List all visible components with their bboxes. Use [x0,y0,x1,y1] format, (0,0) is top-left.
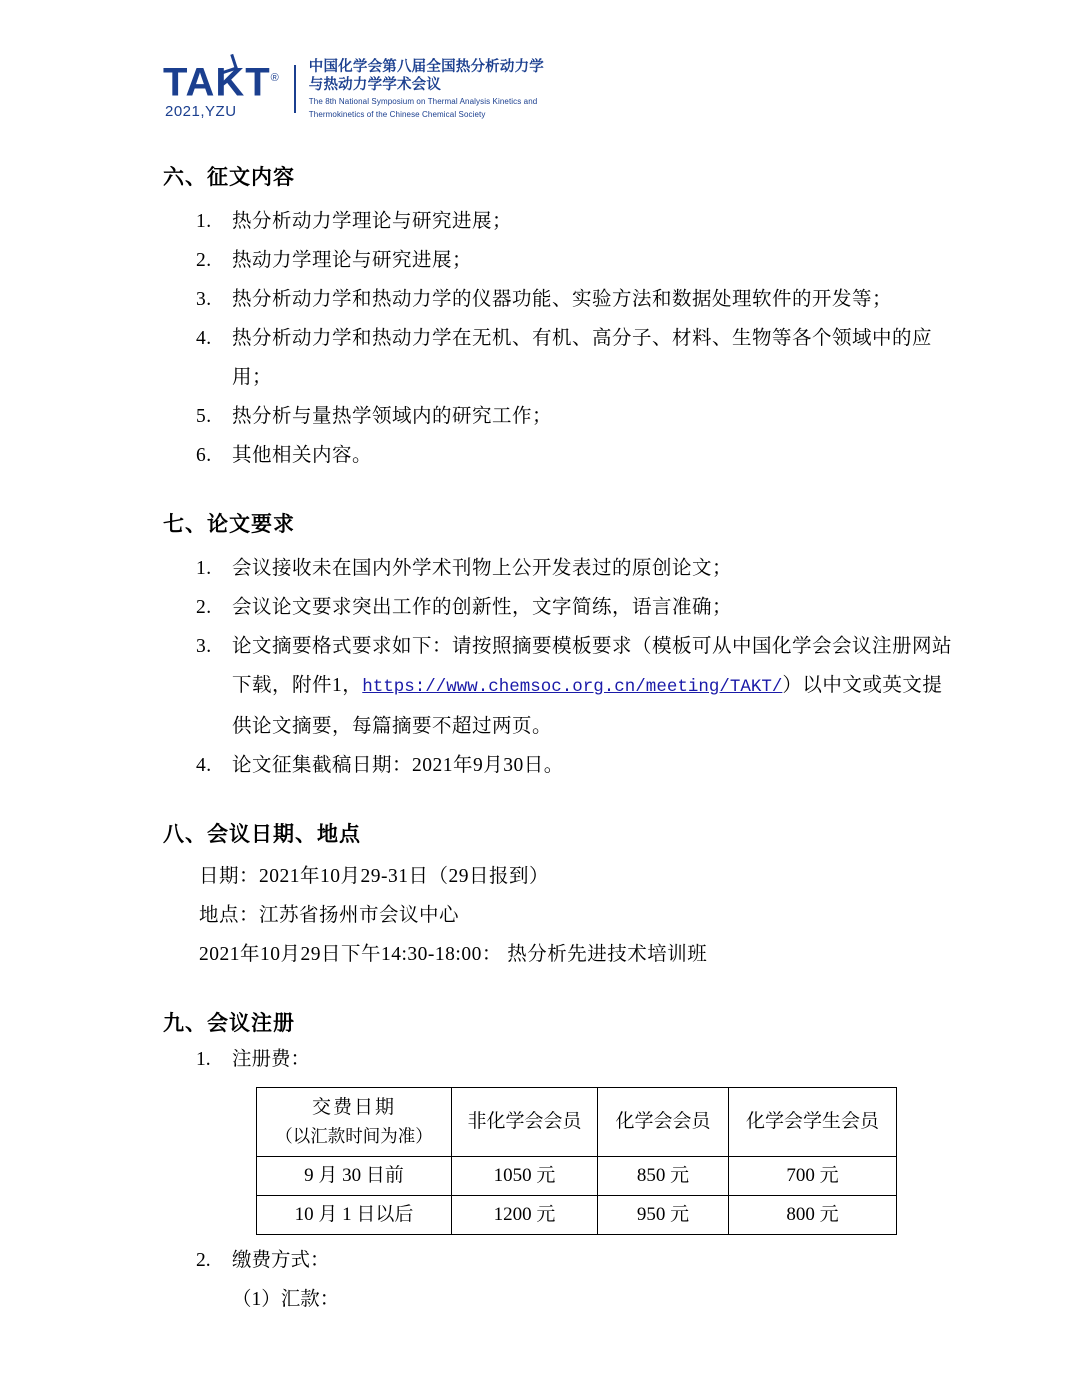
table-cell-date: 10 月 1 日以后 [257,1196,452,1235]
list-item-text: 热分析动力学和热动力学在无机、有机、高分子、材料、生物等各个领域中的应用； [232,328,933,388]
list-item [196,241,1080,280]
list-item-with-link [196,627,1080,746]
list-item-text: 其他相关内容。 [232,445,373,466]
section-item-list [196,549,1080,785]
list-item [196,588,1080,627]
section-gap [0,974,1080,1006]
list-item [196,202,1080,241]
table-row [257,1157,897,1196]
section-registration [0,1006,1080,1319]
list-item-number: 6. [196,445,212,466]
table-header-member: 化学会会员 [598,1088,729,1157]
table-cell-student: 700 元 [729,1157,897,1196]
list-item-number: 4. [196,755,212,776]
registration-fee-table-wrapper [256,1087,1080,1235]
section-gap [0,785,1080,817]
section-title: 七、论文要求 [163,512,295,536]
logo-brand-text [163,58,280,105]
registration-fee-table [256,1087,897,1235]
list-item-text: 缴费方式： [232,1250,330,1271]
section-paper-requirements [0,507,1080,785]
list-item [196,280,1080,319]
list-item [196,436,1080,475]
list-item-number: 3. [196,289,212,310]
list-item [196,549,1080,588]
venue-line-training: 2021年10月29日下午14:30-18:00： 热分析先进技术培训班 [199,944,708,965]
list-item-text: 会议接收未在国内外学术刊物上公开发表过的原创论文； [232,558,733,579]
logo-mark-block [163,58,280,120]
logo-registered-icon: ® [270,72,280,84]
list-item-text: 论文征集截稿日期：2021年9月30日。 [232,755,564,776]
registration-fee-label [196,1040,1080,1079]
document-body [0,160,1080,1319]
list-item-number: 1. [196,211,212,232]
list-item-text: 注册费： [232,1049,311,1070]
list-item-text: 热分析动力学理论与研究进展； [232,211,513,232]
list-item-text [232,627,952,746]
table-header-student: 化学会学生会员 [729,1088,897,1157]
list-item-number: 3. [196,636,212,657]
logo-title-block [309,58,544,120]
table-cell-member: 850 元 [598,1157,729,1196]
table-cell-nonmember: 1050 元 [452,1157,598,1196]
table-header-date-line2: （以汇款时间为准） [275,1126,433,1146]
section-title: 六、征文内容 [163,165,295,189]
table-header-row [257,1088,897,1157]
list-item-text: 会议论文要求突出工作的创新性，文字简练，语言准确； [232,597,733,618]
section-plain-lines [199,857,1080,974]
table-cell-date: 9 月 30 日前 [257,1157,452,1196]
list-item [196,746,1080,785]
table-cell-student: 800 元 [729,1196,897,1235]
logo-cn-line2: 与热动力学学术会议 [308,77,442,94]
conference-logo-header [163,58,544,120]
list-item-number: 5. [196,406,212,427]
section-item-list [196,202,1080,475]
list-item [196,397,1080,436]
list-item-text: 热分析动力学和热动力学的仪器功能、实验方法和数据处理软件的开发等； [232,289,893,310]
logo-brand-label: TAKT [163,60,271,105]
venue-line-location: 地点：江苏省扬州市会议中心 [199,905,460,926]
list-item-text: 热动力学理论与研究进展； [232,250,473,271]
list-item-number: 2. [196,597,212,618]
list-item-number: 1. [196,558,212,579]
logo-cn-line1: 中国化学会第八届全国热分析动力学 [308,59,544,76]
list-item [196,319,1080,397]
list-item-text: 热分析与量热学领域内的研究工作； [232,406,553,427]
table-header-date-line1: 交费日期 [311,1097,396,1118]
list-item-text-after: ）以中文或英文提供论文摘要，每篇摘要不超过两页。 [232,675,943,737]
section-call-for-papers [0,160,1080,475]
payment-method-remittance: （1）汇款： [232,1289,340,1310]
logo-en-line2: Thermokinetics of the Chinese Chemical Society [308,110,486,120]
section-title: 八、会议日期、地点 [163,822,361,846]
section-date-venue [0,817,1080,974]
table-header-nonmember: 非化学会会员 [452,1088,598,1157]
list-item-number: 1. [196,1049,211,1070]
section-title: 九、会议注册 [163,1011,295,1035]
logo-year-label: 2021,YZU [165,103,237,121]
table-cell-nonmember: 1200 元 [452,1196,598,1235]
venue-line-date: 日期：2021年10月29-31日（29日报到） [199,866,549,887]
list-item-number: 2. [196,250,212,271]
table-cell-member: 950 元 [598,1196,729,1235]
table-row [257,1196,897,1235]
table-header-date [257,1088,452,1157]
logo-divider [294,65,296,113]
payment-method-label [196,1241,1080,1280]
list-item-number: 4. [196,328,212,349]
section-gap [0,475,1080,507]
list-item-text-before: 论文摘要格式要求如下：请按照摘要模板要求（模板可从中国化学会会议注册网站下载，附件1， [232,636,953,696]
abstract-template-link[interactable]: https://www.chemsoc.org.cn/meeting/TAKT/ [362,677,783,697]
list-item-number: 2. [196,1250,211,1271]
logo-en-line1: The 8th National Symposium on Thermal Analysis Kinetics and [308,97,538,107]
